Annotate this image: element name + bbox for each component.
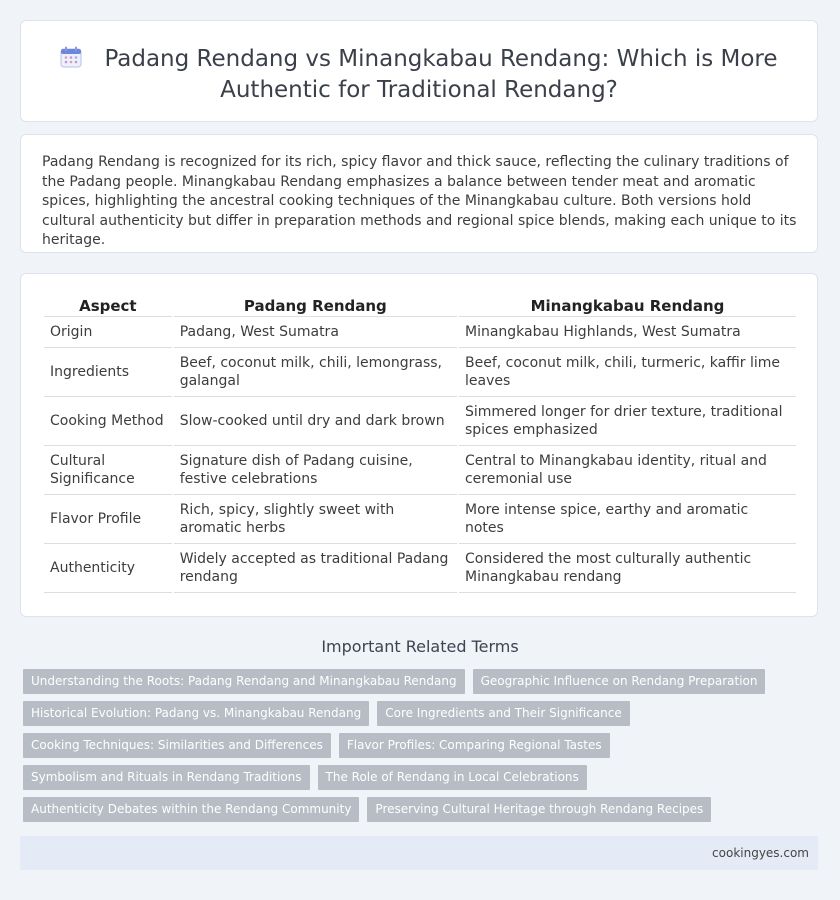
table-cell: Cooking Method <box>44 397 172 446</box>
table-cell: Slow-cooked until dry and dark brown <box>174 397 457 446</box>
table-header-row <box>44 297 796 317</box>
column-header: Aspect <box>44 297 172 317</box>
related-term-tag[interactable]: Geographic Influence on Rendang Preparation <box>473 669 766 694</box>
table-cell: Ingredients <box>44 348 172 397</box>
footer-site-link[interactable]: cookingyes.com <box>712 846 809 860</box>
comparison-card <box>20 273 818 617</box>
related-terms-heading: Important Related Terms <box>321 637 519 656</box>
comparison-table <box>42 297 798 593</box>
table-cell: Considered the most culturally authentic Minangkabau rendang <box>459 544 796 593</box>
related-terms-list <box>23 669 823 822</box>
table-cell: Flavor Profile <box>44 495 172 544</box>
related-term-tag[interactable]: Preserving Cultural Heritage through Rendang Recipes <box>367 797 711 822</box>
table-cell: Rich, spicy, slightly sweet with aromatic herbs <box>174 495 457 544</box>
related-term-tag[interactable]: Cooking Techniques: Similarities and Differences <box>23 733 331 758</box>
table-cell: Signature dish of Padang cuisine, festive celebrations <box>174 446 457 495</box>
related-term-tag[interactable]: Core Ingredients and Their Significance <box>377 701 630 726</box>
table-cell: Origin <box>44 317 172 348</box>
table-row <box>44 397 796 446</box>
table-row <box>44 495 796 544</box>
column-header: Minangkabau Rendang <box>459 297 796 317</box>
table-cell: Beef, coconut milk, chili, turmeric, kaffir lime leaves <box>459 348 796 397</box>
page-title <box>21 45 817 105</box>
related-term-tag[interactable]: Flavor Profiles: Comparing Regional Tastes <box>339 733 610 758</box>
table-row <box>44 446 796 495</box>
table-cell: Cultural Significance <box>44 446 172 495</box>
table-row <box>44 544 796 593</box>
related-term-tag[interactable]: Understanding the Roots: Padang Rendang and Minangkabau Rendang <box>23 669 465 694</box>
related-term-tag[interactable]: The Role of Rendang in Local Celebrations <box>318 765 587 790</box>
title-card <box>20 20 818 122</box>
calendar-icon <box>60 46 82 76</box>
table-cell: Widely accepted as traditional Padang rendang <box>174 544 457 593</box>
table-cell: Authenticity <box>44 544 172 593</box>
table-row <box>44 317 796 348</box>
table-cell: More intense spice, earthy and aromatic notes <box>459 495 796 544</box>
related-term-tag[interactable]: Authenticity Debates within the Rendang Community <box>23 797 359 822</box>
page-title-text: Padang Rendang vs Minangkabau Rendang: Which is More Authentic for Traditional Rendang? <box>104 46 778 103</box>
intro-paragraph: Padang Rendang is recognized for its rich, spicy flavor and thick sauce, reflecting the culinary traditions of the Padang people. Minangkabau Rendang emphasizes a balance between tender meat and aromatic spices, highlighting the ancestral cooking techniques of the Minangkabau culture. Both versions hold cultural authenticity but differ in preparation methods and regional spice blends, making each unique to its heritage. <box>42 154 797 248</box>
table-cell: Beef, coconut milk, chili, lemongrass, galangal <box>174 348 457 397</box>
table-cell: Padang, West Sumatra <box>174 317 457 348</box>
intro-card <box>20 134 818 253</box>
related-term-tag[interactable]: Historical Evolution: Padang vs. Minangkabau Rendang <box>23 701 369 726</box>
table-cell: Minangkabau Highlands, West Sumatra <box>459 317 796 348</box>
table-cell: Simmered longer for drier texture, traditional spices emphasized <box>459 397 796 446</box>
related-term-tag[interactable]: Symbolism and Rituals in Rendang Traditions <box>23 765 310 790</box>
footer <box>20 836 818 870</box>
table-cell: Central to Minangkabau identity, ritual and ceremonial use <box>459 446 796 495</box>
column-header: Padang Rendang <box>174 297 457 317</box>
table-row <box>44 348 796 397</box>
